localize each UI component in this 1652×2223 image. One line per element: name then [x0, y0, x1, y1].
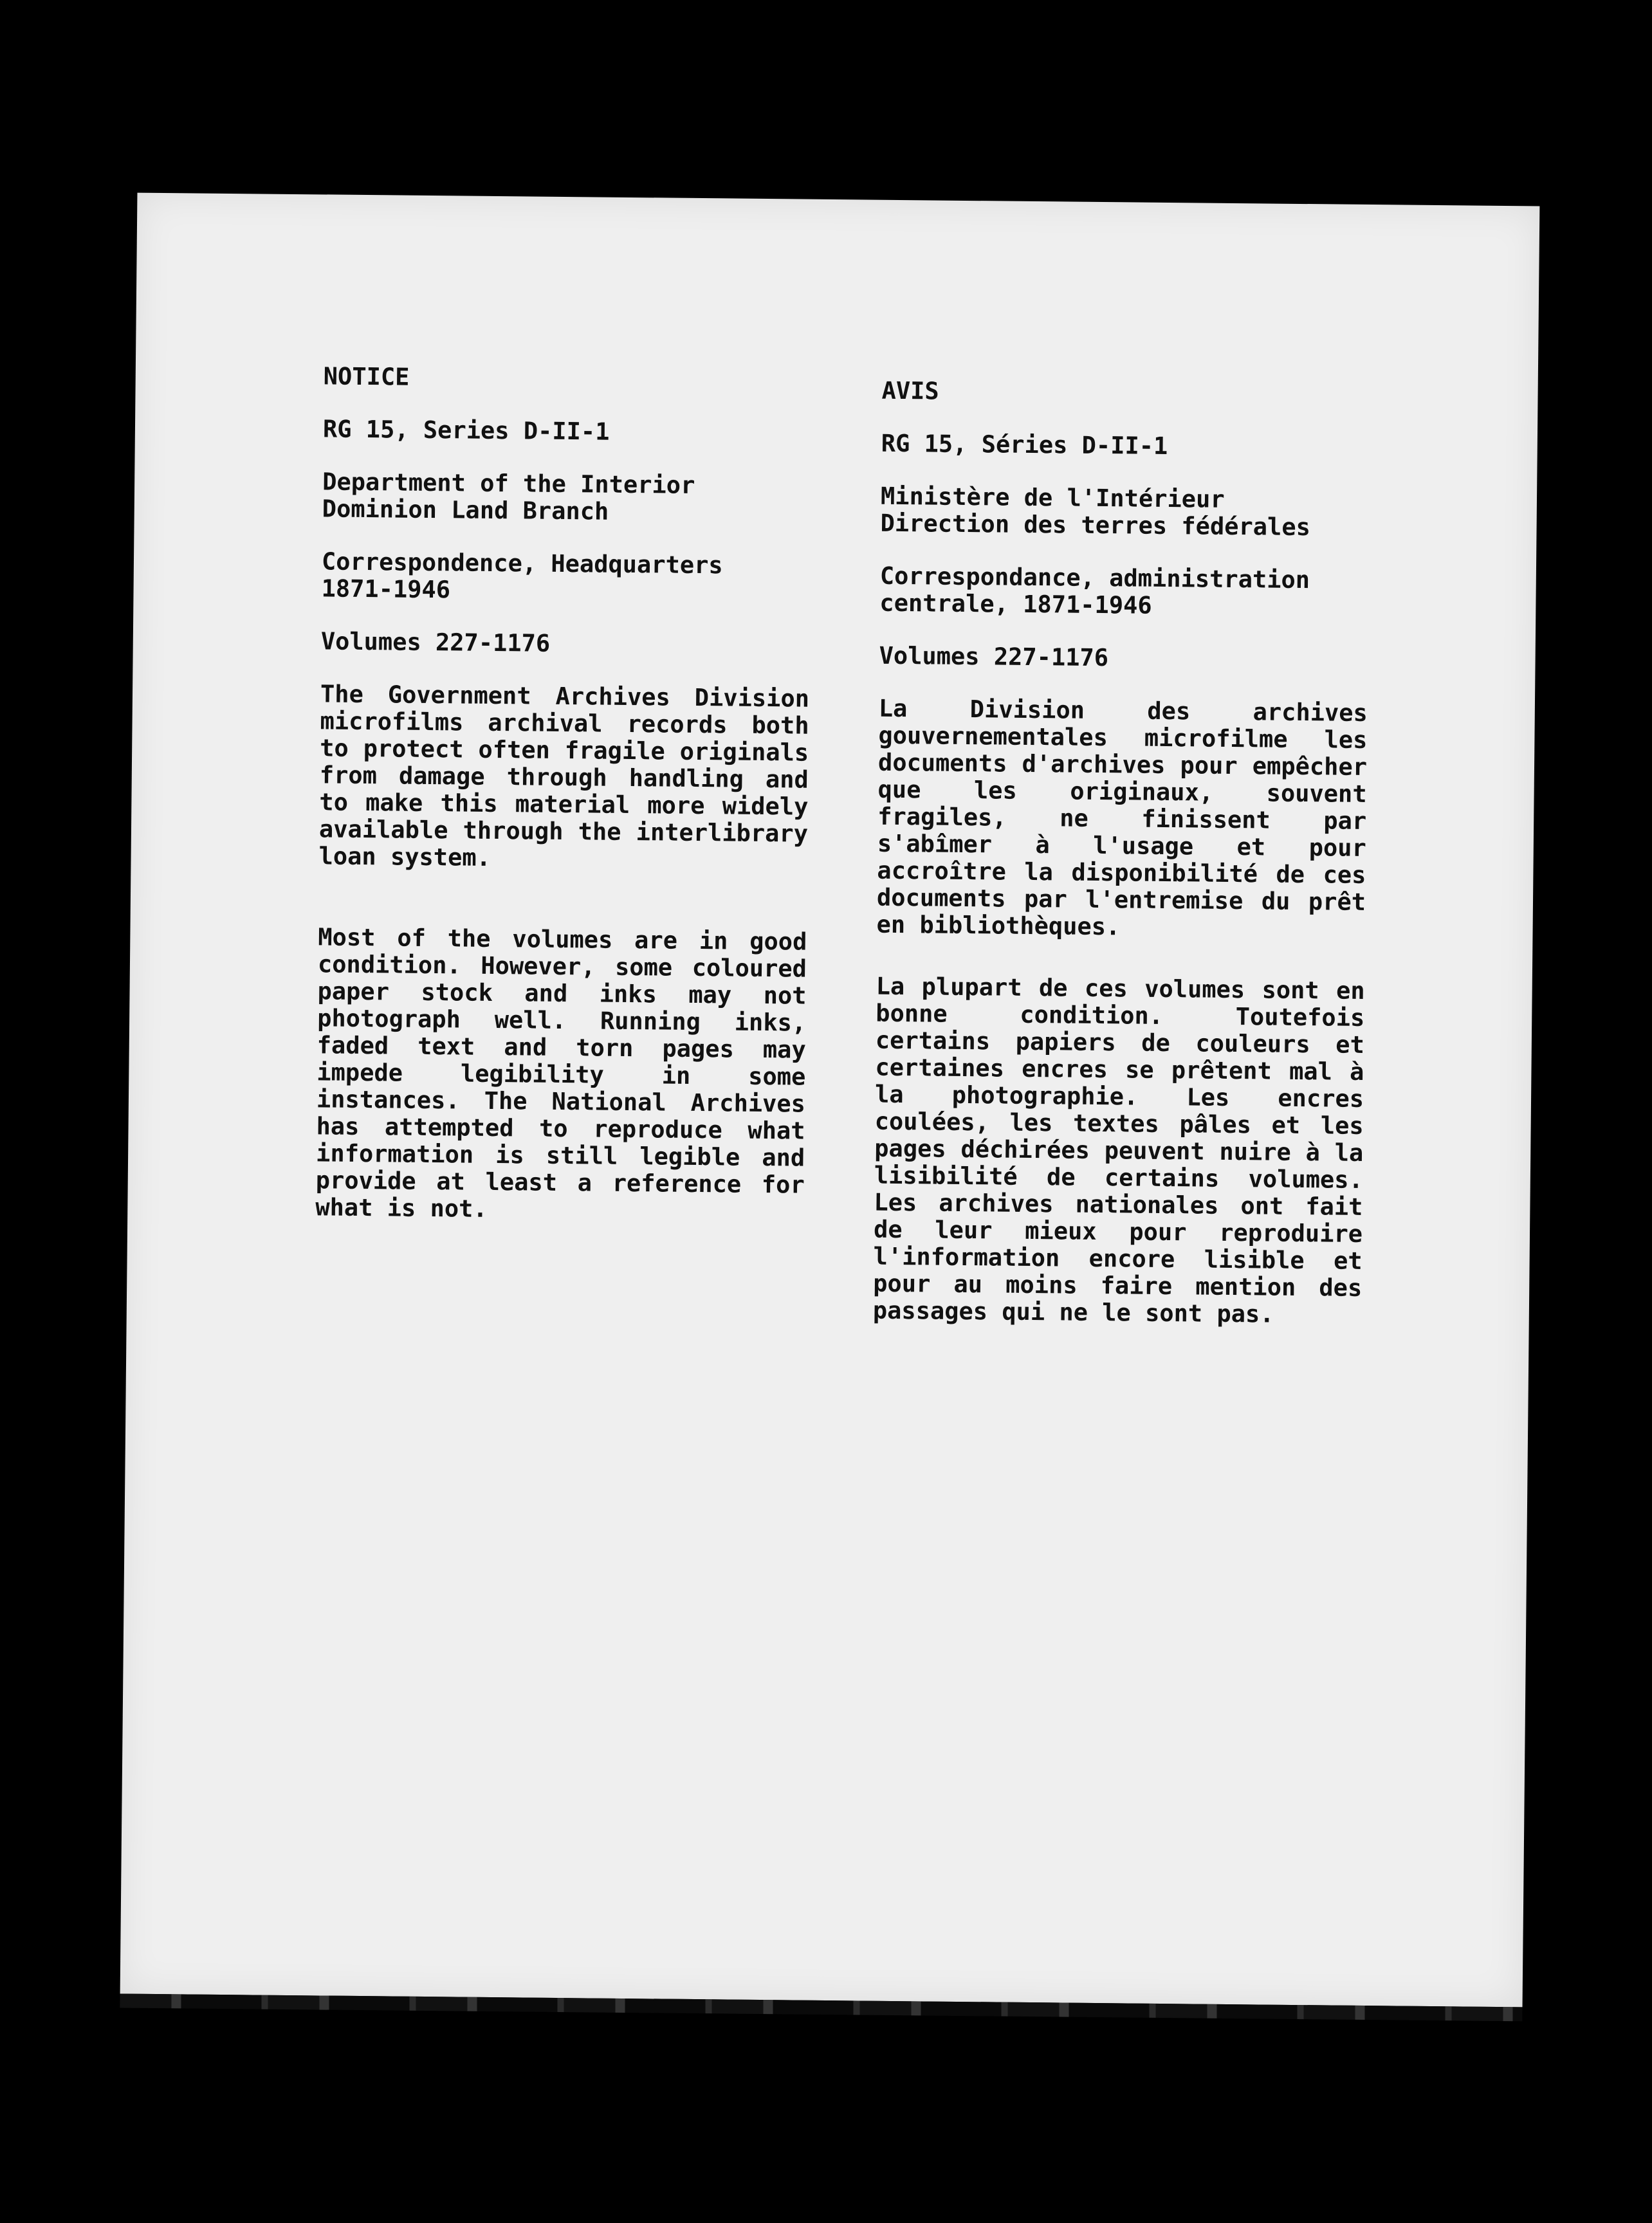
- document-page: [120, 193, 1540, 2008]
- correspondence-block-fr: [879, 563, 1369, 621]
- paragraph-2: Most of the volumes are in good condition. However, some coloured paper stock and inks may not photograph well. Running inks, faded text and torn pages may impede legibility in some instances. The National Archives has attempted to reproduce what information is still legible and provide at least a reference for what is not.: [315, 923, 807, 1223]
- volumes-line: Volumes 227-1176: [320, 627, 551, 657]
- department-line-1: Department of the Interior: [322, 468, 695, 499]
- department-line-2: Dominion Land Branch: [322, 495, 609, 526]
- department-line-1-fr: Ministère de l'Intérieur: [880, 482, 1225, 513]
- paragraph-1-fr: La Division des archives gouvernementales microfilme les documents d'archives pour empêcher que les originaux, souvent fragiles, ne finissent par s'abîmer à l'usage et pour accroître la disponibilité de ces documents par l'entremise du prêt en bibliothèques.: [876, 694, 1368, 941]
- correspondence-line-2: 1871-1946: [321, 574, 451, 604]
- french-column: [872, 369, 1371, 1364]
- department-block: [322, 468, 812, 527]
- scan-bottom-edge: [120, 1993, 1522, 2021]
- volumes-line-fr: Volumes 227-1176: [879, 641, 1109, 672]
- series-line-fr: RG 15, Séries D-II-1: [881, 429, 1168, 460]
- correspondence-line-1: Correspondence, Headquarters: [321, 547, 723, 580]
- notice-heading: NOTICE: [323, 362, 410, 391]
- correspondence-line-2-fr: centrale, 1871-1946: [879, 589, 1152, 619]
- avis-heading: AVIS: [881, 376, 939, 405]
- department-line-2-fr: Direction des terres fédérales: [880, 509, 1311, 542]
- correspondence-line-1-fr: Correspondance, administration: [879, 562, 1310, 594]
- series-line: RG 15, Series D-II-1: [322, 415, 610, 446]
- correspondence-block: [321, 548, 811, 607]
- english-column: [315, 363, 812, 1279]
- department-block-fr: [880, 483, 1370, 542]
- paragraph-1: The Government Archives Division microfilms archival records both to protect often fragile originals from damage through handling and to make this material more widely available through the interlibrary loan system.: [318, 680, 810, 872]
- paragraph-2-fr: La plupart de ces volumes sont en bonne condition. Toutefois certains papiers de couleurs et certaines encres se prêtent mal à la photographie. Les encres coulées, les textes pâles et les pages déchirées peuvent nuire à la lisibilité de certains volumes. Les archives nationales ont fait de leur mieux pour reproduire l'information encore lisible et pour au moins faire mention des passages qui ne le sont pas.: [872, 972, 1365, 1328]
